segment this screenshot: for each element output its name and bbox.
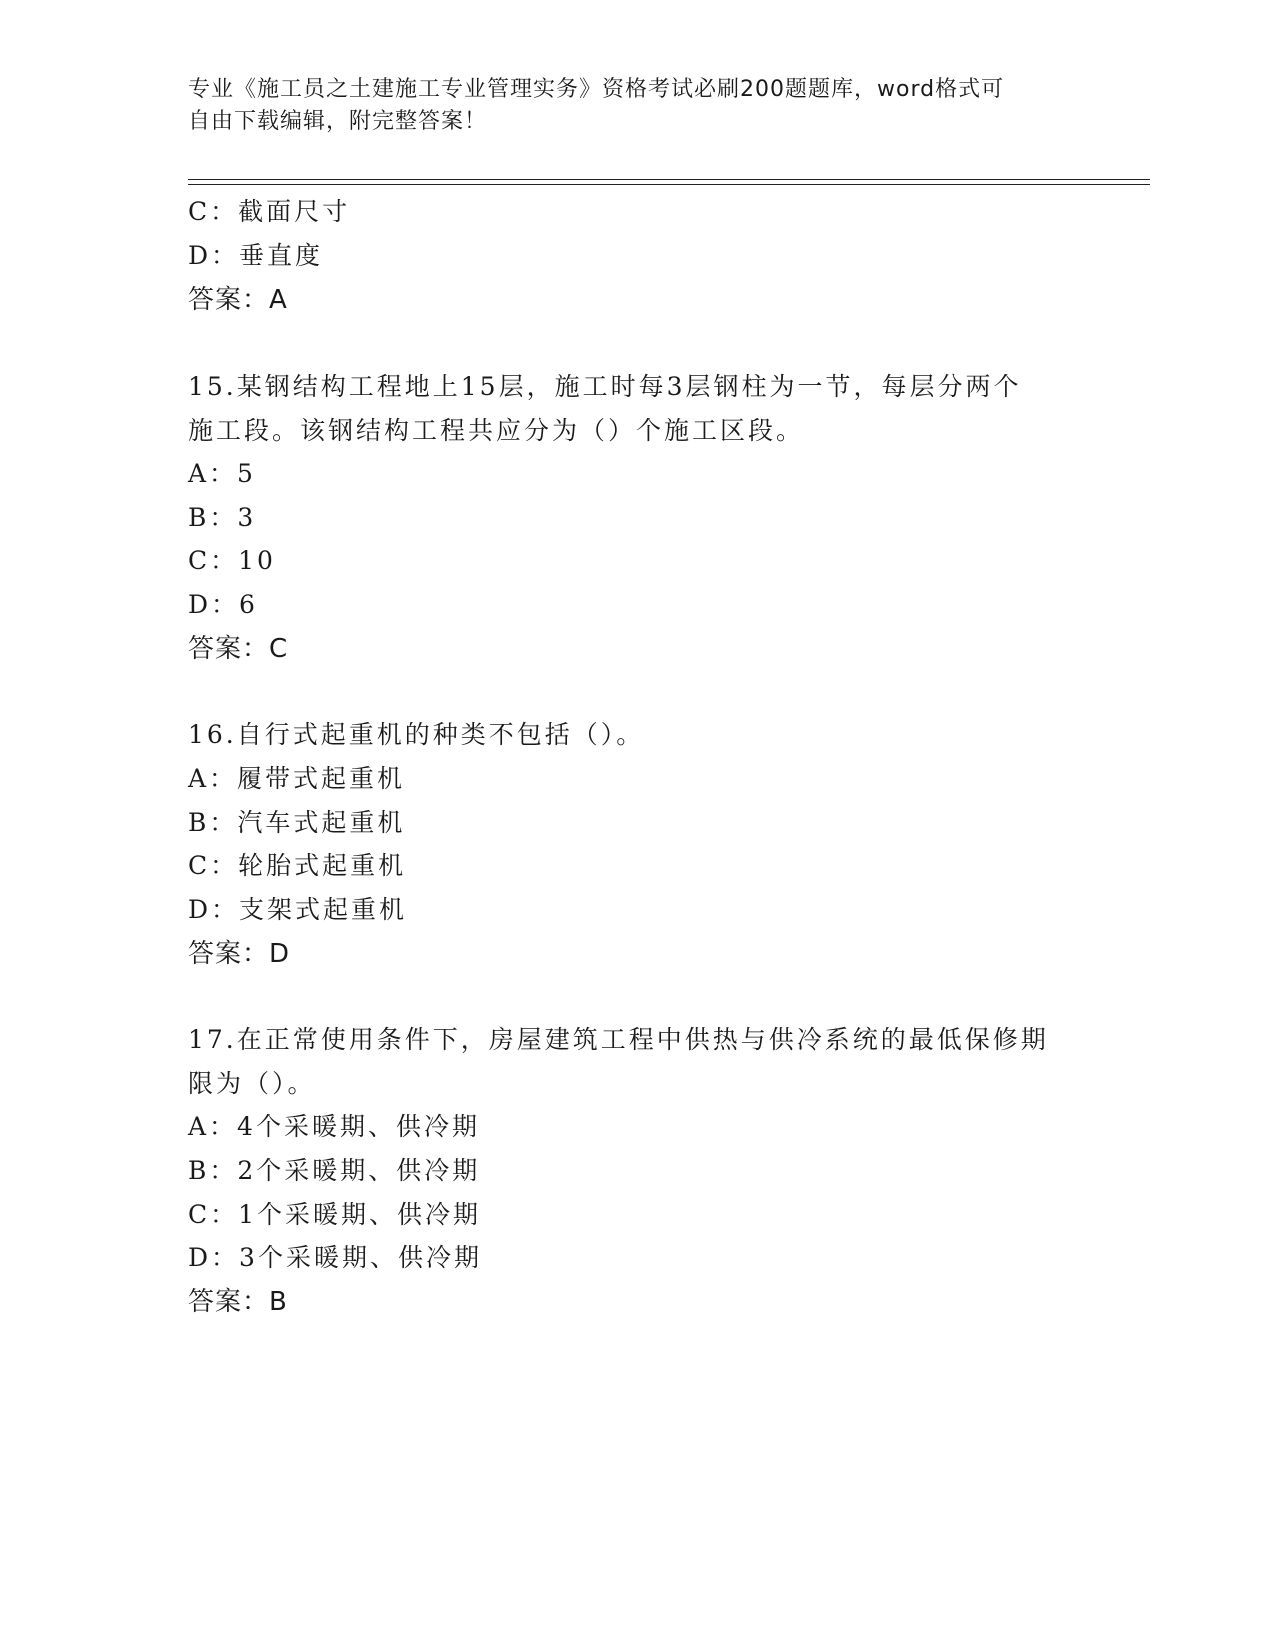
header-line-1: 专业《施工员之土建施工专业管理实务》资格考试必刷200题题库，word格式可	[188, 77, 1005, 102]
header-divider-top	[188, 179, 1150, 180]
document-header	[188, 74, 1068, 138]
question-15-option-b: B：3	[188, 503, 257, 532]
question-15-option-c: C：10	[188, 546, 276, 575]
prev-option-d: D：垂直度	[188, 241, 324, 270]
question-17-stem-line-2: 限为（）。	[188, 1069, 316, 1098]
question-17-option-c: C：1个采暖期、供冷期	[188, 1200, 482, 1229]
question-16-option-d: D：支架式起重机	[188, 895, 408, 924]
question-16-option-c: C：轮胎式起重机	[188, 851, 407, 880]
question-15-option-a: A：5	[188, 459, 256, 488]
question-17-stem-line-1: 17.在正常使用条件下，房屋建筑工程中供热与供冷系统的最低保修期	[188, 1025, 1049, 1054]
header-line-2: 自由下载编辑，附完整答案！	[188, 109, 488, 134]
question-17-answer: 答案：B	[188, 1287, 288, 1317]
question-17-option-a: A：4个采暖期、供冷期	[188, 1112, 480, 1141]
question-15-answer: 答案：C	[188, 634, 289, 664]
question-16-answer: 答案：D	[188, 939, 291, 969]
question-15-option-d: D：6	[188, 590, 258, 619]
prev-option-c: C：截面尺寸	[188, 197, 351, 226]
prev-answer: 答案：A	[188, 285, 288, 315]
question-17-option-b: B：2个采暖期、供冷期	[188, 1156, 481, 1185]
question-16-stem-line-1: 16.自行式起重机的种类不包括（）。	[188, 720, 645, 749]
question-15-stem-line-1: 15.某钢结构工程地上15层，施工时每3层钢柱为一节，每层分两个	[188, 372, 1022, 401]
header-divider-bottom	[188, 184, 1150, 185]
question-15-stem-line-2: 施工段。该钢结构工程共应分为（）个施工区段。	[188, 416, 805, 445]
question-17-option-d: D：3个采暖期、供冷期	[188, 1243, 482, 1272]
question-16-option-b: B：汽车式起重机	[188, 808, 406, 837]
question-16-option-a: A：履带式起重机	[188, 764, 406, 793]
